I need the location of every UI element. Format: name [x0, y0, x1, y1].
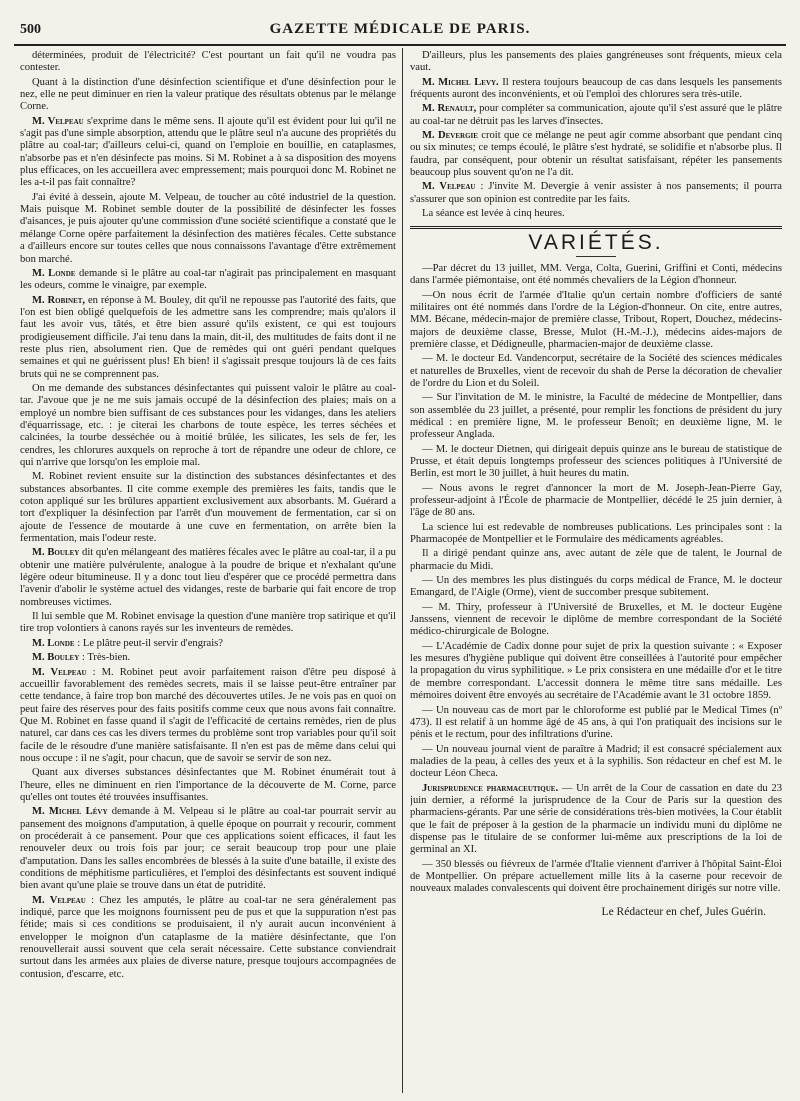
paragraph-text: — M. le docteur Ed. Vandencorput, secrétaire de la Société des sciences médicales et naturelles de Bruxelles, vient de recevoir du shah de Perse la décoration de chevalier de l'ordre du Lion et du Soleil.	[410, 353, 782, 389]
page-number: 500	[20, 22, 41, 37]
paragraph-text: — Nous avons le regret d'annoncer la mort de M. Joseph-Jean-Pierre Gay, professeur-adjoint à l'École de pharmacie de Montpellier, décédé le 25 juin dernier, à l'âge de 80 ans.	[410, 482, 782, 519]
paragraph	[20, 767, 396, 804]
paragraph	[20, 667, 396, 766]
paragraph-text: Il restera toujours beaucoup de cas dans lesquels les pansements fréquents auront des inconvénients, et où l'emploi des chlorures sera très-utile.	[410, 76, 782, 101]
paragraph-text: — L'Académie de Cadix donne pour sujet de prix la question suivante : « Exposer les mesures d'hygiène publique qui doivent être conseillées à l'autorité pour empêcher la propagation du virus syphilitique. » Le prix consistera en une médaille d'or et le titre de membre correspondant. L'accessit donnera le même titre sans médaille. Les mémoires doivent être envoyés au secrétaire de l'Académie avant le 31 octobre 1859.	[410, 640, 782, 702]
paragraph-text: — 350 blessés ou fiévreux de l'armée d'Italie viennent d'arriver à l'hôpital Saint-Éloi de Montpellier. On prépare actuellement mille lits à la caserne pour recevoir de nouveaux malades convalescents qui doivent être prochainement dirigés sur notre ville.	[410, 858, 782, 895]
paragraph	[410, 50, 782, 75]
right-column	[410, 50, 782, 1090]
paragraph-text: — Un des membres les plus distingués du corps médical de France, M. le docteur Emangard, de l'Aigle (Orme), vient de succomber presque subitement.	[410, 575, 782, 599]
paragraph-text: dit qu'en mélangeant des matières fécales avec le plâtre au coal-tar, il a pu obtenir une matière pulvérulente, analogue à la poudre de brique et n'exhalant qu'une légère odeur bitumineuse. Il y a donc tout lieu d'espérer que ce procédé permettra dans l'avenir d'abolir le système actuel des vidanges, reste de barbarie qui fait encore de trop nombreuses victimes.	[20, 547, 396, 608]
session-report-continuation	[410, 50, 782, 220]
paragraph	[20, 50, 396, 75]
speaker-name: M. Londe	[32, 637, 75, 649]
paragraph-text: pour compléter sa communication, ajoute qu'il s'est assuré que le plâtre au coal-tar ne détruit pas les larves d'insectes.	[410, 103, 782, 127]
paragraph	[410, 181, 782, 206]
paragraph-text: —On nous écrit de l'armée d'Italie qu'un certain nombre d'officiers de santé militaires ont été nommés dans l'ordre de la Légion-d'honneur. On cite, entre autres, MM. Bécane, médecin-major de première classe, Tribout, Ropert, Douchez, médecins-majors de deuxième classe, Bresse, Mulot (H.-M.-J.), médecins aides-majors de première classe, et Dédigneulle, pharmacien-major de deuxième classe.	[410, 289, 782, 350]
speaker-name: M. Michel Levy.	[422, 76, 499, 88]
paragraph	[410, 208, 782, 220]
paragraph-text: — M. Thiry, professeur à l'Université de Bruxelles, et M. le docteur Eugène Janssens, viennent de recevoir le diplôme de membre correspondant de la Société médico-chirurgicale de Bologne.	[410, 601, 782, 638]
paragraph	[20, 895, 396, 981]
paragraph	[410, 263, 782, 288]
paragraph	[410, 705, 782, 742]
paragraph	[20, 638, 396, 650]
paragraph	[410, 744, 782, 781]
paragraph-text: M. Robinet revient ensuite sur la distinction des substances désinfectantes et des substances absorbantes. Il cite comme exemple des premières les faits, tandis que le coton appliqué sur les brûlures appartient exclusivement aux absorbants. M. Guérard a tort d'expliquer la désinfection par l'arrêt d'un mouvement de fermentation, car si on ajoute de l'essence de moutarde à une cuve en fermentation, on arrête bien la fermentation, mais l'odeur reste.	[20, 471, 396, 545]
paragraph-text: — Un nouveau cas de mort par le chloroforme est publié par le Medical Times (nº 473). Il est relatif à un homme âgé de 45 ans, à qui l'on pratiquait des incisions sur le pénis et le rectum, pour des infiltrations d'urine.	[410, 704, 782, 741]
paragraph	[410, 575, 782, 600]
paragraph	[410, 444, 782, 481]
paragraph-text: La séance est levée à cinq heures.	[422, 208, 565, 220]
paragraph	[410, 483, 782, 520]
paragraph	[410, 290, 782, 352]
paragraph	[410, 130, 782, 179]
speaker-name: M. Michel Lévy	[32, 806, 108, 818]
paragraph-text: s'exprime dans le même sens. Il ajoute qu'il est évident pour lui qu'il ne s'agit pas d'une simple absorption, attendu que le plâtre seul n'a aucune des propriétés du plâtre au coal-tar; d'ailleurs celui-ci, quand on l'emploie en bouillie, en cataplasmes, n'absorbe pas et n'en désinfecte pas moins. Si M. Robinet a à sa disposition des moyens plus efficaces, on les accueillera avec empressement; mais pourquoi donc M. Robinet ne les a-t-il pas fait connaître?	[20, 115, 396, 189]
paragraph	[20, 471, 396, 545]
speaker-name: M. Renault,	[422, 103, 477, 115]
paragraph	[20, 547, 396, 609]
paragraph	[410, 783, 782, 857]
speaker-name: M. Bouley	[32, 547, 80, 559]
paragraph	[410, 392, 782, 441]
paragraph-text: : Très-bien.	[81, 652, 131, 664]
speaker-name: M. Bouley	[32, 652, 80, 664]
speaker-name: M. Velpeau	[32, 115, 84, 127]
speaker-name: M. Londe	[32, 267, 76, 279]
paragraph-text: —Par décret du 13 juillet, MM. Verga, Colta, Guerini, Griffini et Conti, médecins dans l'armée piémontaise, ont été nommés chevaliers de la Légion d'honneur.	[410, 262, 782, 287]
paragraph-text: Quant aux diverses substances désinfectantes que M. Robinet énumérait tout à l'heure, elles ne diminuent en rien l'importance de la découverte de M. Corne, parce qu'elles ont toutes été trouvées insuffisantes.	[20, 767, 396, 803]
paragraph	[410, 859, 782, 896]
section-title: VARIÉTÉS.	[528, 231, 664, 255]
paragraph-text: — Sur l'invitation de M. le ministre, la Faculté de médecine de Montpellier, dans son assemblée du 23 juillet, a présenté, pour remplir les fonctions de président du jury médical : en première ligne, M. le professeur Benoît; en deuxième ligne, M. le professeur Anglada.	[410, 392, 782, 441]
paragraph-text: : Chez les amputés, le plâtre au coal-tar ne sera généralement pas indiqué, parce que les moignons fournissent peu de pus et que la suppuration n'est pas fétide; mais si ces conditions se produisaient, il n'y aurait aucun inconvénient à envelopper le moignon d'un cataplasme de la matière désinfectante, que l'on renouvellerait aussi souvent que cela serait nécessaire. Cette substance conviendrait surtout dans les armées aux plaies de diverse nature, presque toujours accompagnées de contusion, d'escarre, etc.	[20, 894, 396, 980]
paragraph-text: J'ai évité à dessein, ajoute M. Velpeau, de toucher au côté industriel de la question. Mais puisque M. Robinet semble douter de la possibilité de désinfecter les fosses d'aisances, je puis ajouter qu'une commission d'une société scientifique a constaté que le mélange Corne opère parfaitement la désinfection des matières fécales. Cette substance a d'ailleurs encore sur toutes celles que nous connaissons l'avantage d'être extrêmement bon marché.	[20, 191, 396, 265]
paragraph	[410, 103, 782, 128]
paragraph	[20, 268, 396, 293]
speaker-name: M. Robinet,	[32, 294, 86, 306]
paragraph	[410, 522, 782, 547]
paragraph	[410, 77, 782, 102]
section-separator	[410, 226, 782, 229]
paragraph-text: La science lui est redevable de nombreuses publications. Les principales sont : la Pharmacopée de Montpellier et le Formulaire des médicaments agréables.	[410, 521, 782, 546]
paragraph-text: demande à M. Velpeau si le plâtre au coal-tar pourrait servir au pansement des moignons d'amputation, à quelle époque on pourrait y recourir, comment on procéderait à ce pansement. Pour que ces applications soient efficaces, il faut les renouveler deux ou trois fois par jour; ce serait beaucoup trop pour une plaie d'amputation. Dans les salles encombrées de blessés à la suite d'une bataille, il existe des conditions de méphitisme particulières, et l'emploi des désinfectants est souvent indiqué bien avant qu'une plaie se trouve dans un état de putridité.	[20, 806, 396, 892]
column-divider	[402, 48, 403, 1093]
paragraph	[20, 806, 396, 892]
paragraph	[410, 641, 782, 703]
paragraph-text: On me demande des substances désinfectantes qui puissent valoir le plâtre au coal-tar. J'avoue que je ne me suis jamais occupé de la désinfection des plaies; mais on a employé un nombre bien suffisant de ces substances pour les vidanges, dans les ateliers d'équarrissage, etc. : je citerai les charbons de toute espèce, les terres séchées et calcinées, la tourbe desséchée ou à moitié brûlée, les silicates, les sels de fer, les cendres, les chlorures auxquels on reproche à tort de répandre une odeur de chlore, ce qui n'arrive que lorsqu'on les emploie mal.	[20, 382, 396, 468]
section-title-rule	[576, 256, 616, 257]
paragraph-text: déterminées, produit de l'électricité? C'est pourtant un fait qu'il ne voudra pas contester.	[20, 50, 396, 74]
paragraph-text: demande si le plâtre au coal-tar n'agirait pas principalement en masquant les odeurs, comme le vinaigre, par exemple.	[20, 267, 396, 292]
left-column	[20, 50, 396, 1090]
paragraph	[410, 548, 782, 573]
paragraph-text: — Un arrêt de la Cour de cassation en date du 23 juin dernier, a réformé la jurisprudence de la Cour de Paris sur la question des pharmaciens-gérants. Par une série de considérations très-bien motivées, la Cour établit que le fait de préposer à la gestion de la pharmacie un individu muni du diplôme ne dispense pas le titulaire de se conformer lui-même aux prescriptions de la loi de germinal an XI.	[410, 782, 782, 856]
paragraph	[20, 192, 396, 266]
header-rule	[14, 44, 786, 46]
paragraph	[20, 611, 396, 636]
page-header	[14, 14, 786, 44]
speaker-name: M. Velpeau	[32, 894, 86, 906]
speaker-name: M. Velpeau	[422, 181, 476, 193]
speaker-name: M. Devergie	[422, 130, 478, 142]
paragraph	[410, 602, 782, 639]
paragraph-text: Il a dirigé pendant quinze ans, avec autant de zèle que de talent, le Journal de pharmacie du Midi.	[410, 548, 782, 572]
varietes-section	[410, 263, 782, 896]
speaker-name: M. Velpeau	[32, 666, 87, 678]
paragraph-text: : M. Robinet peut avoir parfaitement raison d'être peu disposé à accueillir favorablement des remèdes secrets, mais il se laisse peut-être entraîner par cette tendance, à faire trop bon marché des découvertes utiles. Je ne vois pas en quoi on peut faire des réserves pour des faits positifs comme ceux que nous avons fait connaître. Que M. Robinet en fasse quand il s'agit de l'efficacité de certains remèdes, rien de plus naturel, car dans ces cas les divers termes du problème sont trop variables pour qu'il soit facile de le résoudre d'une manière satisfaisante. Il n'en est pas de même dans celui qui nous occupe : il ne s'agit, pour chacun, que de savoir se servir de son nez.	[20, 666, 396, 764]
paragraph	[20, 77, 396, 114]
paragraph-text: — Un nouveau journal vient de paraître à Madrid; il est consacré spécialement aux maladies de la peau, à celles des yeux et à la syphilis. Son rédacteur en chef est M. le docteur Léon Checa.	[410, 743, 782, 780]
paragraph-text: : Le plâtre peut-il servir d'engrais?	[77, 637, 223, 649]
editor-signature: Le Rédacteur en chef, Jules Guérin.	[601, 905, 766, 918]
paragraph	[410, 353, 782, 390]
paragraph-text: en réponse à M. Bouley, dit qu'il ne repousse pas l'autorité des faits, que l'on est bien obligé quelquefois de les admettre sans les comprendre; mais qu'alors il faut les avoir vus, tâtés, et être bien assuré qu'ils existent, ce qui est toujours prodigieusement difficile. J'ai tenu dans la main, dit-il, des multitudes de faits dont il ne reste plus rien, absolument rien. Que de remèdes qui ont guéri pendant quelques semaines et qui ne guérissent plus! Eh bien! il s'agissait presque toujours là de ces faits bruts qui ne se comprennent pas.	[20, 294, 396, 380]
paragraph-text: D'ailleurs, plus les pansements des plaies gangréneuses sont fréquents, mieux cela vaut.	[410, 50, 782, 74]
paragraph-text: — M. le docteur Dietnen, qui dirigeait depuis quinze ans le bureau de statistique de Prusse, et était depuis longtemps professeur des sciences politiques à l'Université de Berlin, est mort le 30 juillet, à huit heures du matin.	[410, 443, 782, 480]
paragraph	[20, 295, 396, 381]
speaker-name: Jurisprudence pharmaceutique.	[422, 782, 559, 794]
paragraph-text: : J'invite M. Devergie à venir assister à nos pansements; il pourra s'assurer que son opinion est contredite par les faits.	[410, 181, 782, 205]
paragraph-text: Il lui semble que M. Robinet envisage la question d'une manière trop satirique et qu'il tire trop volontiers à canons rayés sur les inventeurs de remèdes.	[20, 611, 396, 635]
paragraph-text: croit que ce mélange ne peut agir comme absorbant que pendant cinq ou six minutes; ce temps écoulé, le plâtre s'est hydraté, se solidifie et n'absorbe plus. Il faudra, par conséquent, pour obtenir un résultat satisfaisant, répéter les pansements beaucoup plus souvent qu'on ne l'a dit.	[410, 130, 782, 179]
paragraph-text: Quant à la distinction d'une désinfection scientifique et d'une désinfection pour le nez, elle ne peut diminuer en rien la valeur pratique des résultats obtenus par le mélange Corne.	[20, 76, 396, 113]
paragraph	[20, 383, 396, 469]
paragraph	[20, 652, 396, 664]
paragraph	[20, 116, 396, 190]
journal-title: GAZETTE MÉDICALE DE PARIS.	[269, 21, 531, 37]
